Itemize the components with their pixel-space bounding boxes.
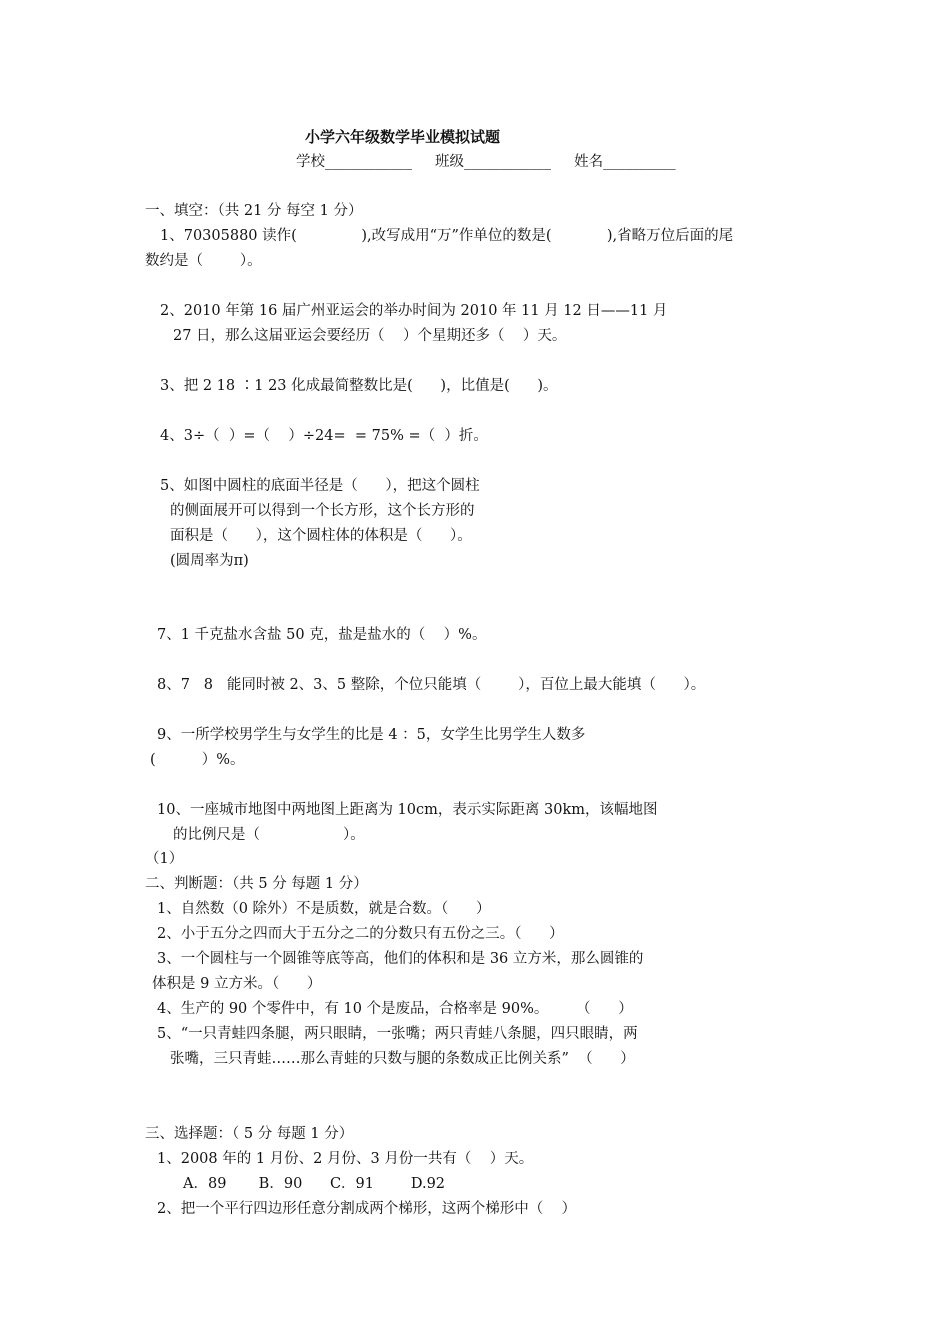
question-line: 4、3÷（ ）=（ ）÷24= = 75% =（ ）折。 [160,428,488,444]
question-line: 2、小于五分之四而大于五分之二的分数只有五份之三。（ ） [157,926,564,942]
question-line: 3、把 2 18 ∶1 23 化成最简整数比是( )，比值是( )。 [160,378,558,394]
question-line: 2、2010 年第 16 届广州亚运会的举办时间为 2010 年 11 月 12 日——11 月 [160,303,668,319]
question-line: 张嘴，三只青蛙……那么青蛙的只数与腿的条数成正比例关系” （ ） [170,1051,635,1067]
exam-title: 小学六年级数学毕业模拟试题 [305,128,501,146]
question-line: 3、一个圆柱与一个圆锥等底等高，他们的体积和是 36 立方米，那么圆锥的 [157,951,644,967]
question-line: 10、一座城市地图中两地图上距离为 10cm，表示实际距离 30km，该幅地图 [157,802,658,818]
question-line: 5、“一只青蛙四条腿，两只眼睛，一张嘴；两只青蛙八条腿，四只眼睛，两 [157,1026,638,1042]
question-line: 5、如图中圆柱的底面半径是（ ），把这个圆柱 [160,478,480,494]
question-line: 1、自然数（0 除外）不是质数，就是合数。（ ） [157,901,491,917]
question-line: 9、一所学校男学生与女学生的比是 4 ：5，女学生比男学生人数多 [157,727,586,743]
question-line: 2、把一个平行四边形任意分割成两个梯形，这两个梯形中（ ） [157,1201,577,1217]
student-info-line: 学校____________ 班级____________ 姓名__________ [296,154,676,170]
question-line: 面积是（ ），这个圆柱体的体积是（ ）。 [170,528,472,544]
question-line: 体积是 9 立方米。（ ） [152,976,322,992]
section-heading-fill-blank: 一、填空：（共 21 分 每空 1 分） [145,203,363,219]
section-heading-multiple-choice: 三、选择题：（ 5 分 每题 1 分） [145,1126,354,1142]
question-line: 8、7 8 能同时被 2、3、5 整除，个位只能填（ ），百位上最大能填（ ）。 [157,677,706,693]
question-line: 27 日，那么这届亚运会要经历（ ）个星期还多（ ）天。 [173,328,567,344]
question-line: (圆周率为π) [170,553,249,569]
question-line: 的比例尺是（ ）。 [173,827,365,843]
question-line: 7、1 千克盐水含盐 50 克，盐是盐水的（ ）%。 [157,627,487,643]
choice-options: A．89 B．90 C．91 D.92 [183,1176,446,1192]
section-heading-true-false: 二、判断题：（共 5 分 每题 1 分） [145,876,368,892]
question-line: 1、70305880 读作( ),改写成用“万”作单位的数是( ),省略万位后面的尾 [160,228,734,244]
question-line: ( ）%。 [150,752,245,768]
question-line: 4、生产的 90 个零件中，有 10 个是废品，合格率是 90%。 （ ） [157,1001,633,1017]
question-line: 的侧面展开可以得到一个长方形，这个长方形的 [170,503,475,519]
question-line: 数约是（ ）。 [145,253,262,269]
question-line: （1） [145,851,184,867]
question-line: 1、2008 年的 1 月份、2 月份、3 月份一共有（ ）天。 [157,1151,534,1167]
